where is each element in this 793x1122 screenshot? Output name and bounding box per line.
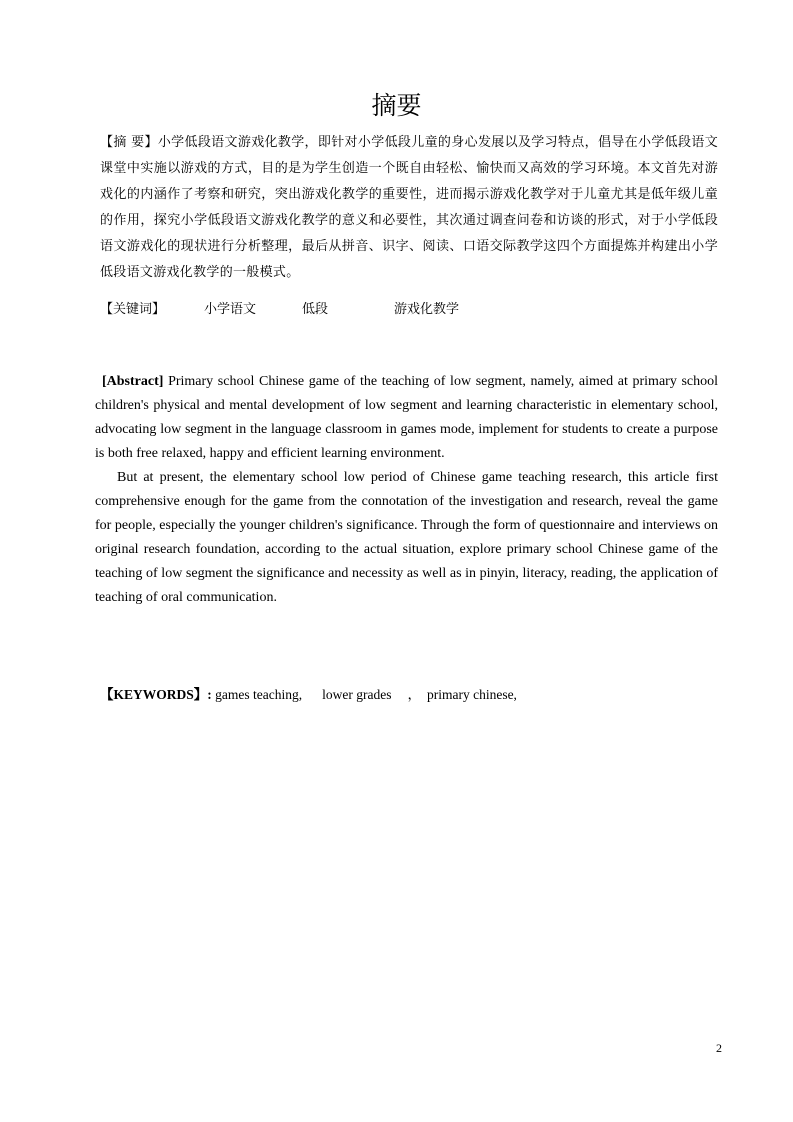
english-keyword-1: games teaching, (215, 687, 303, 702)
english-keyword-3: primary chinese, (426, 687, 517, 702)
chinese-keywords (100, 297, 459, 323)
chinese-abstract-text: 小学低段语文游戏化教学，即针对小学低段儿童的身心发展以及学习特点，倡导在小学低段语文课堂中实施以游戏的方式，目的是为学生创造一个既自由轻松、愉快而又高效的学习环境。本文首先对游戏化的内涵作了考察和研究，突出游戏化教学的重要性，进而揭示游戏化教学对于儿童尤其是低年级儿童的作用，探究小学低段语文游戏化教学的意义和必要性，其次通过调查问卷和访谈的形式，对于小学低段语文游戏化的现状进行分析整理，最后从拼音、识字、阅读、口语交际教学这四个方面提炼并构建出小学低段语文游戏化教学的一般模式。 (100, 135, 718, 280)
chinese-keywords-label: 【关键词】 (100, 302, 166, 317)
english-abstract-paragraph-2: But at present, the elementary school low period of Chinese game teaching research, this article first comprehensive enough for the game from the connotation of the investigation and research, reveal the game for people, especially the younger children's significance. Through the form of questionnaire and interviews on original research foundation, according to the actual situation, explore primary school Chinese game of the teaching of low segment the significance and necessity as well as in pinyin, literacy, reading, the application of teaching of oral communication. (95, 470, 718, 605)
english-keywords (100, 683, 517, 707)
english-abstract-label: [Abstract] (102, 374, 164, 389)
chinese-keyword-3: 游戏化教学 (394, 302, 460, 317)
english-abstract-paragraph-1 (95, 370, 718, 466)
english-abstract (95, 370, 718, 610)
page-number: 2 (716, 1041, 722, 1055)
english-keyword-2: lower grades (322, 687, 392, 702)
chinese-abstract-label: 【摘 要】 (100, 135, 158, 150)
chinese-abstract (100, 130, 718, 286)
english-abstract-paragraph-1-text: Primary school Chinese game of the teaching of low segment, namely, aimed at primary school children's physical and mental development of low segment and learning characteristic in elementary school, advocating low segment in the language classroom in games mode, implement for students to create a purpose is both free relaxed, happy and efficient learning environment. (95, 374, 719, 461)
page-title: 摘要 (371, 91, 422, 120)
chinese-keyword-1: 小学语文 (204, 302, 257, 317)
english-keywords-label: 【KEYWORDS】: (100, 687, 212, 702)
chinese-keyword-2: 低段 (302, 302, 329, 317)
english-keyword-separator: ， (407, 687, 421, 702)
